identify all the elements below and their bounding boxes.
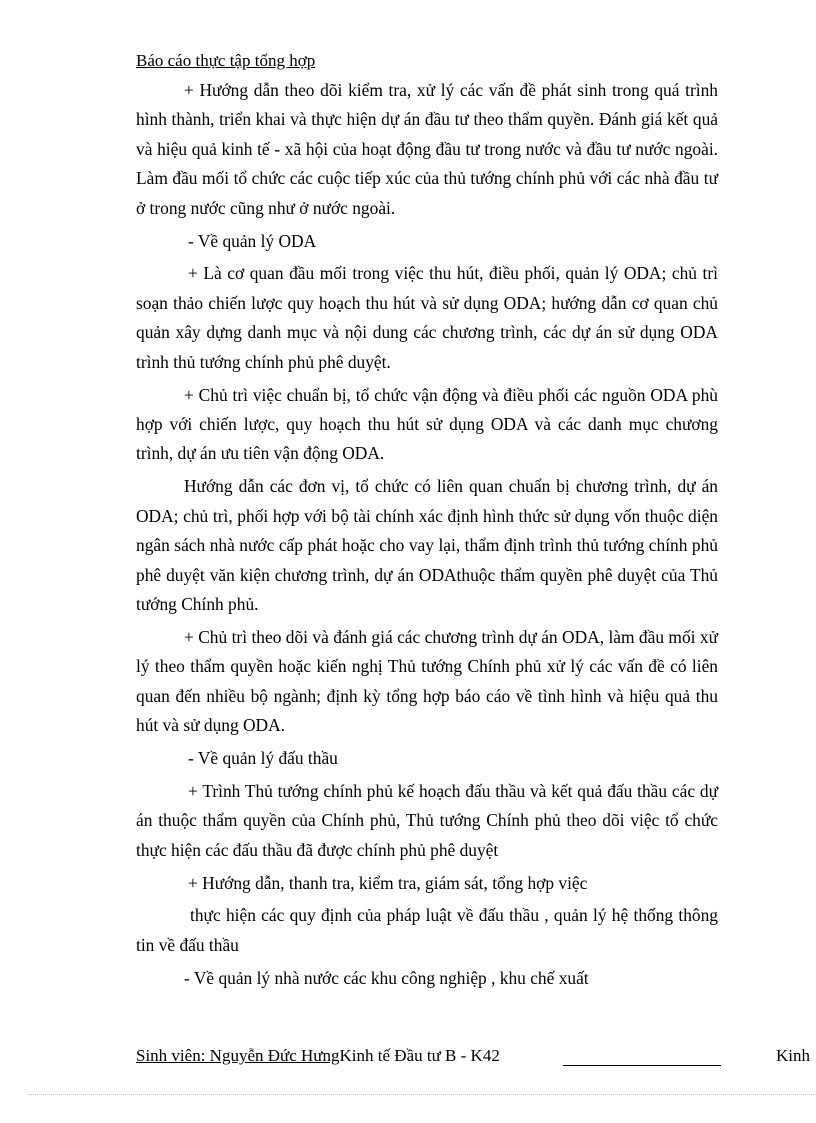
footer-student-name: Sinh viên: Nguyễn Đức Hưng: [136, 1046, 340, 1065]
heading-bidding-management: - Về quản lý đấu thầu: [188, 747, 338, 768]
paragraph-oda-mobilization: + Chủ trì việc chuẩn bị, tổ chức vận động và điều phối các nguồn ODA phù hợp với chiến lược, quy hoạch thu hút sử dụng ODA và các danh mục chương trình, dự án ưu tiên vận động ODA.: [136, 384, 718, 464]
paragraph-oda-monitoring: + Chủ trì theo dõi và đánh giá các chương trình dự án ODA, làm đầu mối xử lý theo thẩm quyền hoặc kiến nghị Thủ tướng Chính phủ xử lý các vấn đề có liên quan đến nhiều bộ ngành; định kỳ tổng hợp báo cáo về tình hình và hiệu quả thu hút và sử dụng ODA.: [136, 626, 718, 736]
heading-oda-management: - Về quản lý ODA: [188, 230, 317, 251]
page-bottom-dotted-divider: [28, 1094, 816, 1095]
page-footer: [136, 1046, 816, 1066]
paragraph-investment-guidance: + Hướng dẫn theo dõi kiểm tra, xử lý các vấn đề phát sinh trong quá trình hình thành, triển khai và thực hiện dự án đầu tư theo thẩm quyền. Đánh giá kết quả và hiệu quả kinh tế - xã hội của hoạt động đầu tư trong nước và đầu tư nước ngoài. Làm đầu mối tổ chức các cuộc tiếp xúc của thủ tướng chính phủ với các nhà đầu tư ở trong nước cũng như ở nước ngoài.: [136, 80, 718, 218]
paragraph-oda-focal-point: + Là cơ quan đầu mối trong việc thu hút, điều phối, quản lý ODA; chủ trì soạn thảo chiến lược quy hoạch thu hút và sử dụng ODA; hướng dẫn cơ quan chủ quản xây dựng danh mục và nội dung các chương trình, các dự án sử dụng ODA trình thủ tướng chính phủ phê duyệt.: [136, 263, 718, 372]
heading-industrial-zones: - Về quản lý nhà nước các khu công nghiệp , khu chế xuất: [184, 967, 589, 988]
footer-blank-line: [563, 1046, 721, 1066]
footer-trailing-text: Kinh: [776, 1046, 810, 1065]
paragraph-bidding-plan: + Trình Thủ tướng chính phủ kế hoạch đấu thầu và kết quả đấu thầu các dự án thuộc thẩm quyền của Chính phủ, Thủ tướng Chính phủ theo dõi việc tổ chức thực hiện các đấu thầu đã được chính phủ phê duyệt: [136, 780, 718, 860]
page-header: Báo cáo thực tập tổng hợp: [136, 51, 316, 70]
document-body: [136, 76, 718, 997]
footer-class: Kinh tế Đầu tư B - K42: [339, 1046, 500, 1065]
paragraph-bidding-regulations: thực hiện các quy định của pháp luật về đấu thầu , quản lý hệ thống thông tin về đấu thầu: [136, 905, 718, 955]
paragraph-oda-guidance: Hướng dẫn các đơn vị, tổ chức có liên quan chuẩn bị chương trình, dự án ODA; chủ trì, phối hợp với bộ tài chính xác định hình thức sử dụng vốn thuộc diện ngân sách nhà nước cấp phát hoặc cho vay lại, thẩm định trình thủ tướng chính phủ phê duyệt văn kiện chương trình, dự án ODAthuộc thẩm quyền phê duyệt của Thủ tướng Chính phủ.: [136, 476, 718, 614]
paragraph-bidding-inspection: + Hướng dẫn, thanh tra, kiểm tra, giám sát, tổng hợp việc: [188, 872, 588, 893]
